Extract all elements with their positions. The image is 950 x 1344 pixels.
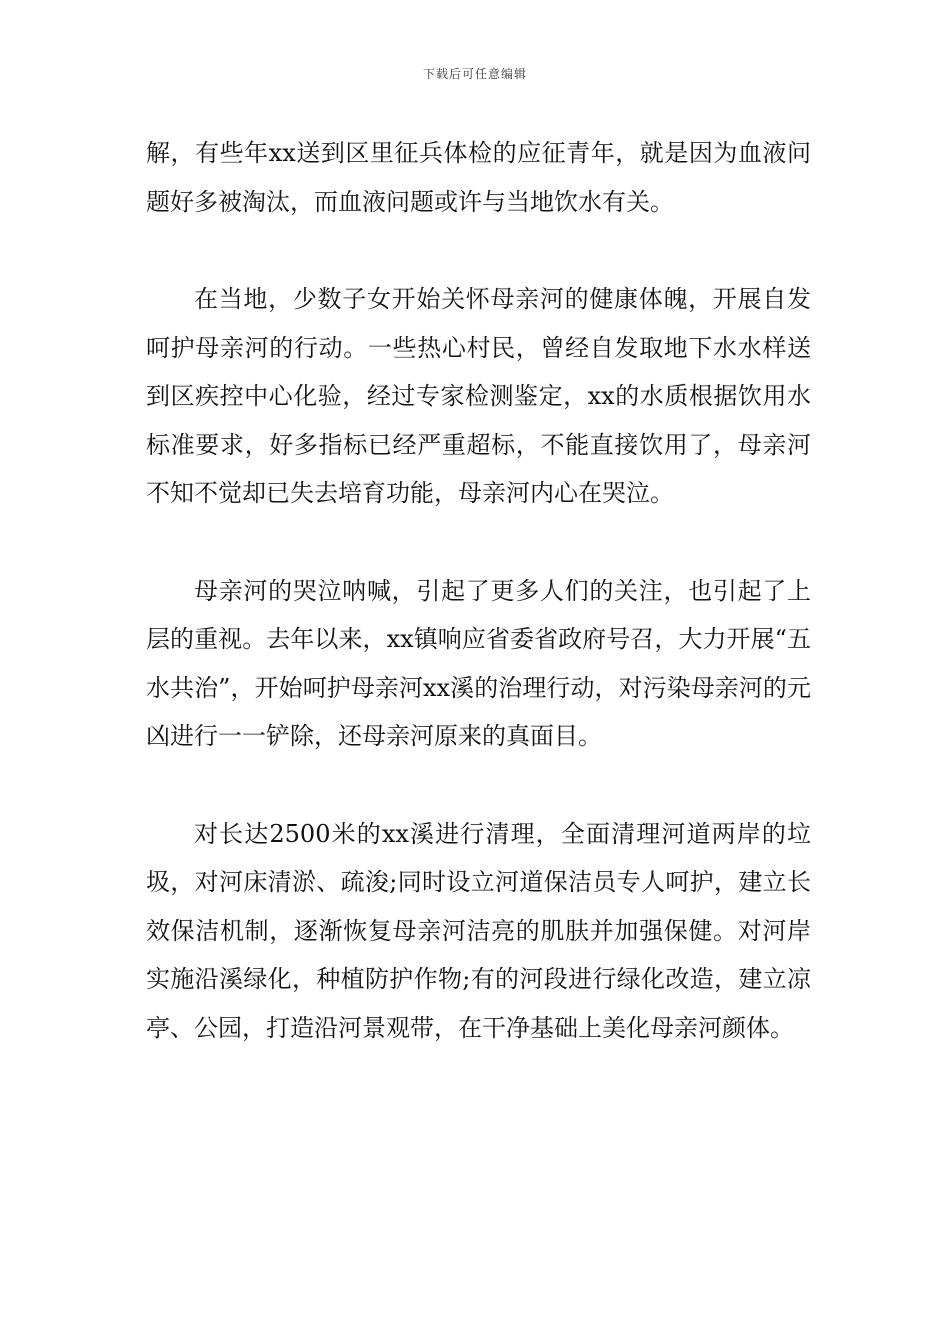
paragraph: 解，有些年xx送到区里征兵体检的应征青年，就是因为血液问题好多被淘汰，而血液问题或许与当地饮水有关。 xyxy=(146,139,811,216)
paragraph: 在当地，少数子女开始关怀母亲河的健康体魄，开展自发呵护母亲河的行动。一些热心村民，曾经自发取地下水水样送到区疾控中心化验，经过专家检测鉴定，xx的水质根据饮用水标准要求，好多指标已经严重超标，不能直接饮用了，母亲河不知不觉却已失去培育功能，母亲河内心在哭泣。 xyxy=(146,285,811,507)
page-header: 下载后可任意编辑 xyxy=(422,67,527,81)
paragraph: 对长达2500米的xx溪进行清理，全面清理河道两岸的垃圾，对河床清淤、疏浚;同时设立河道保洁员专人呵护，建立长效保洁机制，逐渐恢复母亲河洁亮的肌肤并加强保健。对河岸实施沿溪绿化，种植防护作物;有的河段进行绿化改造，建立凉亭、公园，打造沿河景观带，在干净基础上美化母亲河颜体。 xyxy=(146,819,811,1042)
paragraph: 母亲河的哭泣呐喊，引起了更多人们的关注，也引起了上层的重视。去年以来，xx镇响应省委省政府号召，大力开展“五水共治”，开始呵护母亲河xx溪的治理行动，对污染母亲河的元凶进行一一铲除，还母亲河原来的真面目。 xyxy=(146,576,811,750)
document-body xyxy=(146,129,811,1052)
